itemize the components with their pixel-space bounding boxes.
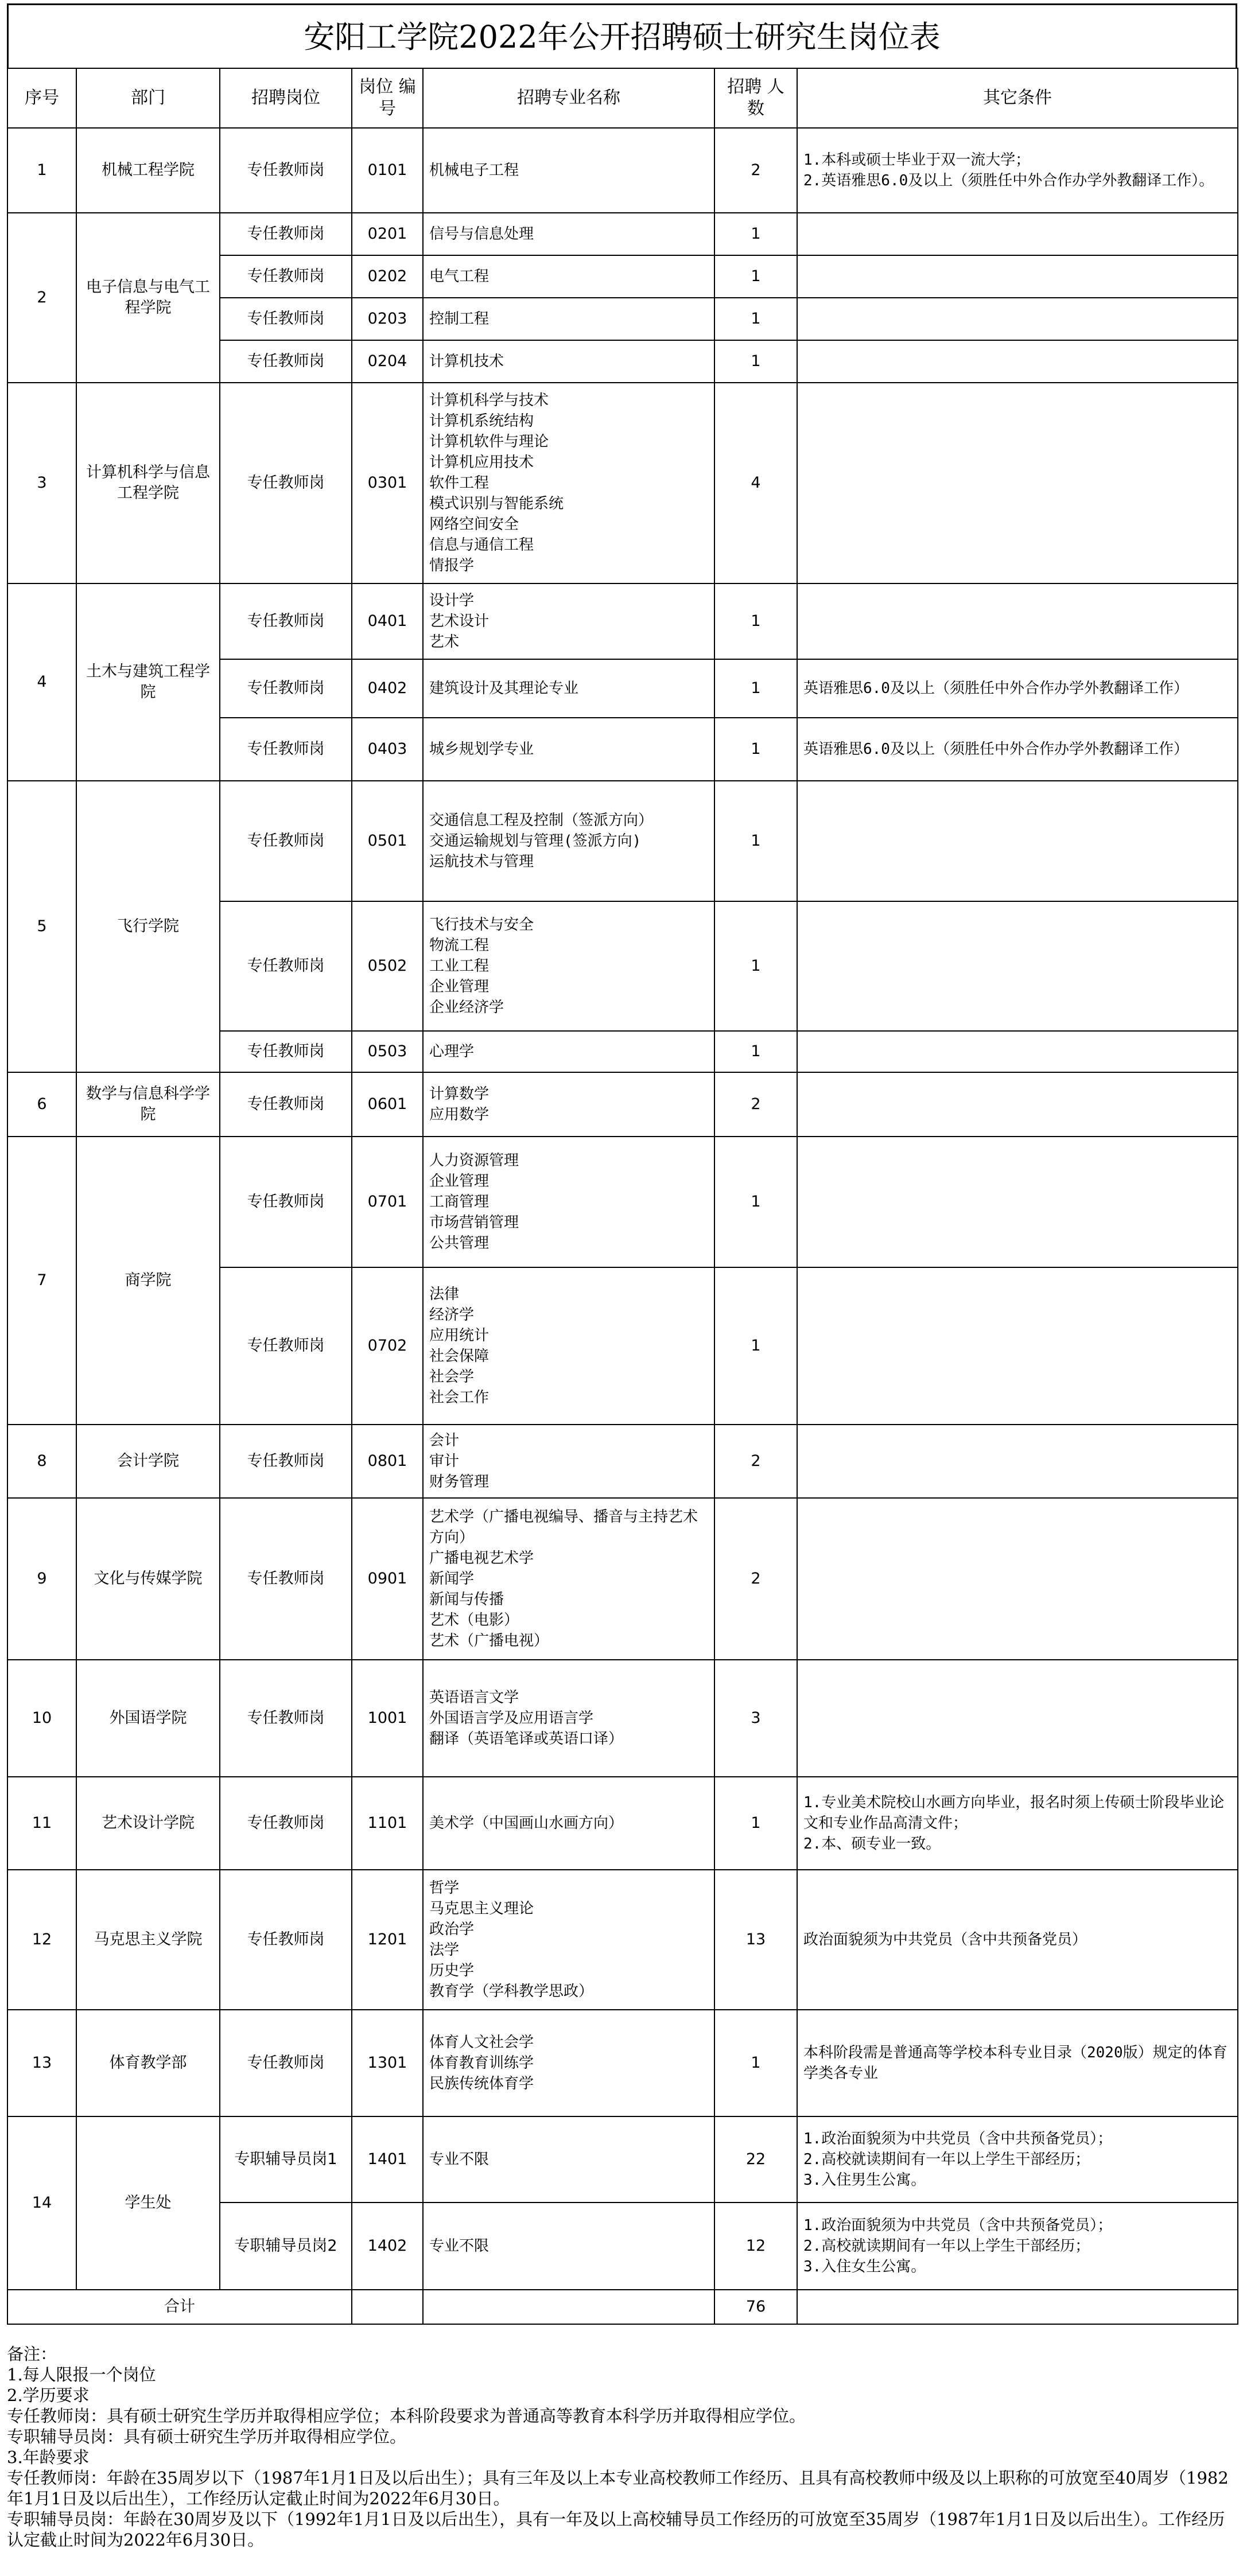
- cell-dept: 商学院: [76, 1137, 220, 1425]
- cell-code: 0501: [352, 781, 423, 901]
- cell-code: 0901: [352, 1498, 423, 1660]
- header-no: 序号: [7, 68, 76, 128]
- cell-other: [797, 1031, 1238, 1072]
- cell-count: 1: [714, 255, 797, 298]
- cell-dept: 计算机科学与信息工程学院: [76, 383, 220, 583]
- cell-code: 0101: [352, 128, 423, 213]
- cell-major: 专业不限: [423, 2116, 714, 2203]
- cell-major: 心理学: [423, 1031, 714, 1072]
- cell-major: 城乡规划学专业: [423, 718, 714, 781]
- note-line: 专职辅导员岗：具有硕士研究生学历并取得相应学位。: [7, 2427, 407, 2446]
- cell-other: [797, 583, 1238, 659]
- table-row: [7, 583, 1238, 659]
- cell-position: 专任教师岗: [220, 1870, 352, 2010]
- cell-dept: 文化与传媒学院: [76, 1498, 220, 1660]
- cell-code: 0801: [352, 1425, 423, 1498]
- position-table: [7, 68, 1238, 2325]
- cell-other: 英语雅思6.0及以上（须胜任中外合作办学外教翻译工作）: [797, 718, 1238, 781]
- cell-position: 专职辅导员岗2: [220, 2203, 352, 2290]
- table-row: [7, 1660, 1238, 1777]
- cell-major: 电气工程: [423, 255, 714, 298]
- cell-code: 1402: [352, 2203, 423, 2290]
- cell-major: 信号与信息处理: [423, 213, 714, 255]
- cell-code: 1301: [352, 2010, 423, 2116]
- cell-count: 2: [714, 1072, 797, 1137]
- cell-no: 14: [7, 2116, 76, 2290]
- cell-position: 专任教师岗: [220, 1425, 352, 1498]
- total-empty-other: [797, 2290, 1238, 2324]
- header-other: 其它条件: [797, 68, 1238, 128]
- cell-dept: 飞行学院: [76, 781, 220, 1072]
- cell-other: [797, 1267, 1238, 1425]
- cell-major: 会计 审计 财务管理: [423, 1425, 714, 1498]
- cell-dept: 电子信息与电气工程学院: [76, 213, 220, 383]
- cell-other: 1.本科或硕士毕业于双一流大学； 2.英语雅思6.0及以上（须胜任中外合作办学外教翻译工作）。: [797, 128, 1238, 213]
- table-row: [7, 1777, 1238, 1870]
- cell-count: 22: [714, 2116, 797, 2203]
- header-major: 招聘专业名称: [423, 68, 714, 128]
- cell-no: 12: [7, 1870, 76, 2010]
- cell-dept: 学生处: [76, 2116, 220, 2290]
- cell-other: [797, 781, 1238, 901]
- cell-count: 1: [714, 659, 797, 718]
- cell-count: 13: [714, 1870, 797, 2010]
- cell-major: 计算机技术: [423, 340, 714, 383]
- cell-code: 0201: [352, 213, 423, 255]
- cell-major: 体育人文社会学 体育教育训练学 民族传统体育学: [423, 2010, 714, 2116]
- cell-no: 9: [7, 1498, 76, 1660]
- table-row: [7, 1425, 1238, 1498]
- cell-other: [797, 298, 1238, 340]
- cell-count: 3: [714, 1660, 797, 1777]
- table-row: [7, 2010, 1238, 2116]
- recruitment-document: [7, 3, 1237, 2325]
- cell-other: [797, 213, 1238, 255]
- cell-code: 1001: [352, 1660, 423, 1777]
- cell-code: 0701: [352, 1137, 423, 1267]
- cell-count: 1: [714, 340, 797, 383]
- cell-no: 13: [7, 2010, 76, 2116]
- cell-other: 政治面貌须为中共党员（含中共预备党员）: [797, 1870, 1238, 2010]
- cell-no: 2: [7, 213, 76, 383]
- table-row: [7, 128, 1238, 213]
- cell-major: 专业不限: [423, 2203, 714, 2290]
- cell-count: 1: [714, 213, 797, 255]
- cell-major: 计算机科学与技术 计算机系统结构 计算机软件与理论 计算机应用技术 软件工程 模式识别与智能系统 网络空间安全 信息与通信工程 情报学: [423, 383, 714, 583]
- cell-count: 1: [714, 298, 797, 340]
- cell-position: 专任教师岗: [220, 1072, 352, 1137]
- total-label: 合计: [7, 2290, 352, 2324]
- cell-position: 专任教师岗: [220, 1031, 352, 1072]
- cell-no: 1: [7, 128, 76, 213]
- cell-major: 机械电子工程: [423, 128, 714, 213]
- cell-dept: 外国语学院: [76, 1660, 220, 1777]
- cell-count: 1: [714, 583, 797, 659]
- cell-code: 0502: [352, 901, 423, 1031]
- cell-major: 建筑设计及其理论专业: [423, 659, 714, 718]
- cell-no: 7: [7, 1137, 76, 1425]
- cell-position: 专任教师岗: [220, 213, 352, 255]
- cell-position: 专任教师岗: [220, 1660, 352, 1777]
- cell-major: 设计学 艺术设计 艺术: [423, 583, 714, 659]
- cell-count: 1: [714, 718, 797, 781]
- cell-position: 专职辅导员岗1: [220, 2116, 352, 2203]
- cell-other: [797, 255, 1238, 298]
- cell-other: [797, 1498, 1238, 1660]
- cell-code: 1401: [352, 2116, 423, 2203]
- cell-count: 1: [714, 1031, 797, 1072]
- cell-major: 计算数学 应用数学: [423, 1072, 714, 1137]
- cell-major: 美术学（中国画山水画方向）: [423, 1777, 714, 1870]
- cell-count: 1: [714, 1267, 797, 1425]
- cell-dept: 马克思主义学院: [76, 1870, 220, 2010]
- cell-code: 0503: [352, 1031, 423, 1072]
- document-title: 安阳工学院2022年公开招聘硕士研究生岗位表: [7, 3, 1237, 68]
- cell-major: 飞行技术与安全 物流工程 工业工程 企业管理 企业经济学: [423, 901, 714, 1031]
- cell-code: 0202: [352, 255, 423, 298]
- cell-count: 1: [714, 901, 797, 1031]
- table-header-row: [7, 68, 1238, 128]
- cell-position: 专任教师岗: [220, 2010, 352, 2116]
- cell-other: 本科阶段需是普通高等学校本科专业目录（2020版）规定的体育学类各专业: [797, 2010, 1238, 2116]
- cell-other: [797, 1425, 1238, 1498]
- cell-major: 交通信息工程及控制（签派方向） 交通运输规划与管理(签派方向) 运航技术与管理: [423, 781, 714, 901]
- cell-count: 2: [714, 1498, 797, 1660]
- cell-other: 1.政治面貌须为中共党员（含中共预备党员）； 2.高校就读期间有一年以上学生干部经历； 3.入住男生公寓。: [797, 2116, 1238, 2203]
- cell-major: 哲学 马克思主义理论 政治学 法学 历史学 教育学（学科教学思政）: [423, 1870, 714, 2010]
- note-line: 专任教师岗：年龄在35周岁以下（1987年1月1日及以后出生）；具有三年及以上本专业高校教师工作经历、且具有高校教师中级及以上职称的可放宽至40周岁（1982年1月1日及以后出生），工作经历认定截止时间为2022年6月30日。: [7, 2468, 1229, 2508]
- cell-other: 1.政治面貌须为中共党员（含中共预备党员）； 2.高校就读期间有一年以上学生干部经历； 3.入住女生公寓。: [797, 2203, 1238, 2290]
- cell-dept: 机械工程学院: [76, 128, 220, 213]
- cell-other: [797, 1660, 1238, 1777]
- cell-position: 专任教师岗: [220, 255, 352, 298]
- cell-other: [797, 901, 1238, 1031]
- cell-dept: 会计学院: [76, 1425, 220, 1498]
- cell-position: 专任教师岗: [220, 1498, 352, 1660]
- cell-other: [797, 340, 1238, 383]
- table-row: [7, 781, 1238, 901]
- header-count: 招聘 人数: [714, 68, 797, 128]
- cell-code: 1101: [352, 1777, 423, 1870]
- cell-code: 0702: [352, 1267, 423, 1425]
- cell-no: 11: [7, 1777, 76, 1870]
- cell-count: 1: [714, 1777, 797, 1870]
- cell-dept: 体育教学部: [76, 2010, 220, 2116]
- cell-position: 专任教师岗: [220, 901, 352, 1031]
- cell-code: 0203: [352, 298, 423, 340]
- cell-code: 1201: [352, 1870, 423, 2010]
- cell-position: 专任教师岗: [220, 298, 352, 340]
- cell-major: 控制工程: [423, 298, 714, 340]
- header-code: 岗位 编号: [352, 68, 423, 128]
- cell-position: 专任教师岗: [220, 718, 352, 781]
- cell-position: 专任教师岗: [220, 1777, 352, 1870]
- cell-major: 英语语言文学 外国语言学及应用语言学 翻译（英语笔译或英语口译）: [423, 1660, 714, 1777]
- table-row: [7, 2116, 1238, 2203]
- cell-no: 6: [7, 1072, 76, 1137]
- cell-position: 专任教师岗: [220, 1267, 352, 1425]
- cell-position: 专任教师岗: [220, 659, 352, 718]
- header-dept: 部门: [76, 68, 220, 128]
- cell-dept: 数学与信息科学学院: [76, 1072, 220, 1137]
- note-line: 专任教师岗：具有硕士研究生学历并取得相应学位；本科阶段要求为普通高等教育本科学历并取得相应学位。: [7, 2406, 806, 2426]
- cell-no: 4: [7, 583, 76, 781]
- cell-position: 专任教师岗: [220, 383, 352, 583]
- cell-count: 4: [714, 383, 797, 583]
- cell-count: 1: [714, 781, 797, 901]
- cell-dept: 艺术设计学院: [76, 1777, 220, 1870]
- total-empty-code: [352, 2290, 423, 2324]
- cell-count: 2: [714, 1425, 797, 1498]
- total-count: 76: [714, 2290, 797, 2324]
- cell-code: 0301: [352, 383, 423, 583]
- cell-other: [797, 1137, 1238, 1267]
- note-line: 2.学历要求: [7, 2386, 90, 2405]
- total-empty-major: [423, 2290, 714, 2324]
- cell-no: 8: [7, 1425, 76, 1498]
- table-row: [7, 383, 1238, 583]
- table-row: [7, 1870, 1238, 2010]
- header-position: 招聘岗位: [220, 68, 352, 128]
- cell-count: 1: [714, 1137, 797, 1267]
- cell-position: 专任教师岗: [220, 340, 352, 383]
- cell-no: 5: [7, 781, 76, 1072]
- cell-position: 专任教师岗: [220, 1137, 352, 1267]
- cell-code: 0601: [352, 1072, 423, 1137]
- table-row: [7, 213, 1238, 255]
- cell-other: [797, 1072, 1238, 1137]
- cell-count: 2: [714, 128, 797, 213]
- cell-major: 人力资源管理 企业管理 工商管理 市场营销管理 公共管理: [423, 1137, 714, 1267]
- cell-position: 专任教师岗: [220, 128, 352, 213]
- cell-other: [797, 383, 1238, 583]
- cell-major: 法律 经济学 应用统计 社会保障 社会学 社会工作: [423, 1267, 714, 1425]
- cell-other: 英语雅思6.0及以上（须胜任中外合作办学外教翻译工作）: [797, 659, 1238, 718]
- note-line: 3.年龄要求: [7, 2447, 90, 2467]
- table-body: [7, 128, 1238, 2290]
- cell-dept: 土木与建筑工程学院: [76, 583, 220, 781]
- cell-position: 专任教师岗: [220, 781, 352, 901]
- cell-no: 10: [7, 1660, 76, 1777]
- cell-position: 专任教师岗: [220, 583, 352, 659]
- note-line: 专职辅导员岗：年龄在30周岁及以下（1992年1月1日及以后出生），具有一年及以上高校辅导员工作经历的可放宽至35周岁（1987年1月1日及以后出生）。工作经历认定截止时间为2022年6月30日。: [7, 2509, 1225, 2550]
- cell-code: 0402: [352, 659, 423, 718]
- cell-count: 1: [714, 2010, 797, 2116]
- notes-section: [7, 2344, 1237, 2550]
- table-row: [7, 1072, 1238, 1137]
- cell-other: 1.专业美术院校山水画方向毕业，报名时须上传硕士阶段毕业论文和专业作品高清文件； 2.本、硕专业一致。: [797, 1777, 1238, 1870]
- cell-major: 艺术学（广播电视编导、播音与主持艺术方向） 广播电视艺术学 新闻学 新闻与传播 艺术（电影） 艺术（广播电视）: [423, 1498, 714, 1660]
- total-row: [7, 2290, 1238, 2324]
- note-line: 1.每人限报一个岗位: [7, 2365, 156, 2384]
- cell-code: 0204: [352, 340, 423, 383]
- cell-code: 0401: [352, 583, 423, 659]
- note-line: 备注：: [7, 2344, 57, 2364]
- cell-no: 3: [7, 383, 76, 583]
- cell-code: 0403: [352, 718, 423, 781]
- table-row: [7, 1137, 1238, 1267]
- table-row: [7, 1498, 1238, 1660]
- cell-count: 12: [714, 2203, 797, 2290]
